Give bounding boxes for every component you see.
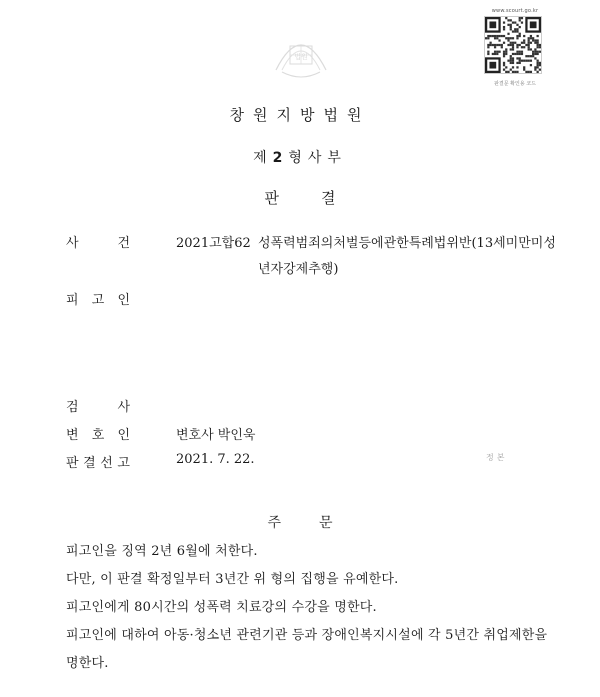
prosecutor-label (66, 396, 130, 415)
ruling-line-3: 피고인에게 80시간의 성폭력 치료강의 수강을 명한다. (66, 600, 377, 615)
label-char: 고 (117, 456, 130, 471)
label-char: 선 (100, 456, 113, 471)
label-char: 고 (91, 293, 105, 308)
division-prefix: 제 (253, 150, 273, 166)
ruling-line-5: 명한다. (66, 656, 109, 671)
qr-code-icon[interactable] (484, 16, 542, 74)
division-number: 2 (272, 150, 289, 166)
ruling-line-1: 피고인을 징역 2년 6월에 처한다. (66, 544, 258, 559)
case-name-line1: 성폭력범죄의처벌등에관한특례법위반(13세미만미성 (258, 236, 556, 251)
document-title: 판결 (264, 189, 378, 207)
qr-url: www.scourt.go.kr (491, 8, 539, 14)
ruling-line-2: 다만, 이 판결 확정일부터 3년간 위 형의 집행을 유예한다. (66, 572, 399, 587)
case-label (66, 232, 130, 251)
label-char: 호 (91, 428, 105, 443)
label-char: 인 (117, 428, 130, 443)
case-name-line2: 년자강제추행) (258, 262, 339, 277)
label-char: 사 (66, 236, 79, 251)
label-char: 변 (66, 428, 79, 443)
label-char: 피 (66, 293, 79, 308)
ruling-title: 주문 (267, 515, 371, 531)
counsel-label (66, 424, 130, 443)
division-suffix: 형사부 (288, 150, 347, 166)
label-char: 사 (117, 400, 130, 415)
sentencing-label (66, 452, 130, 471)
qr-caption: 판결문 확인용 코드 (494, 81, 536, 87)
stamp-mark: 정본 (486, 453, 508, 462)
court-seal-icon (268, 26, 334, 82)
sentencing-date: 2021. 7. 22. (176, 452, 255, 467)
label-char: 검 (66, 400, 79, 415)
label-char: 결 (83, 456, 96, 471)
division-title (0, 147, 600, 167)
counsel-value: 변호사 박인욱 (176, 428, 256, 443)
label-char: 인 (117, 293, 130, 308)
seal-text: 법원 (294, 53, 308, 61)
label-char: 판 (66, 456, 79, 471)
qr-code-block (484, 8, 546, 87)
defendant-label (66, 289, 130, 308)
label-char: 건 (117, 236, 130, 251)
court-name: 창원지방법원 (229, 106, 371, 124)
ruling-line-4: 피고인에 대하여 아동·청소년 관련기관 등과 장애인복지시설에 각 5년간 취업제한을 (66, 628, 548, 643)
case-number: 2021고합62 (176, 236, 251, 251)
